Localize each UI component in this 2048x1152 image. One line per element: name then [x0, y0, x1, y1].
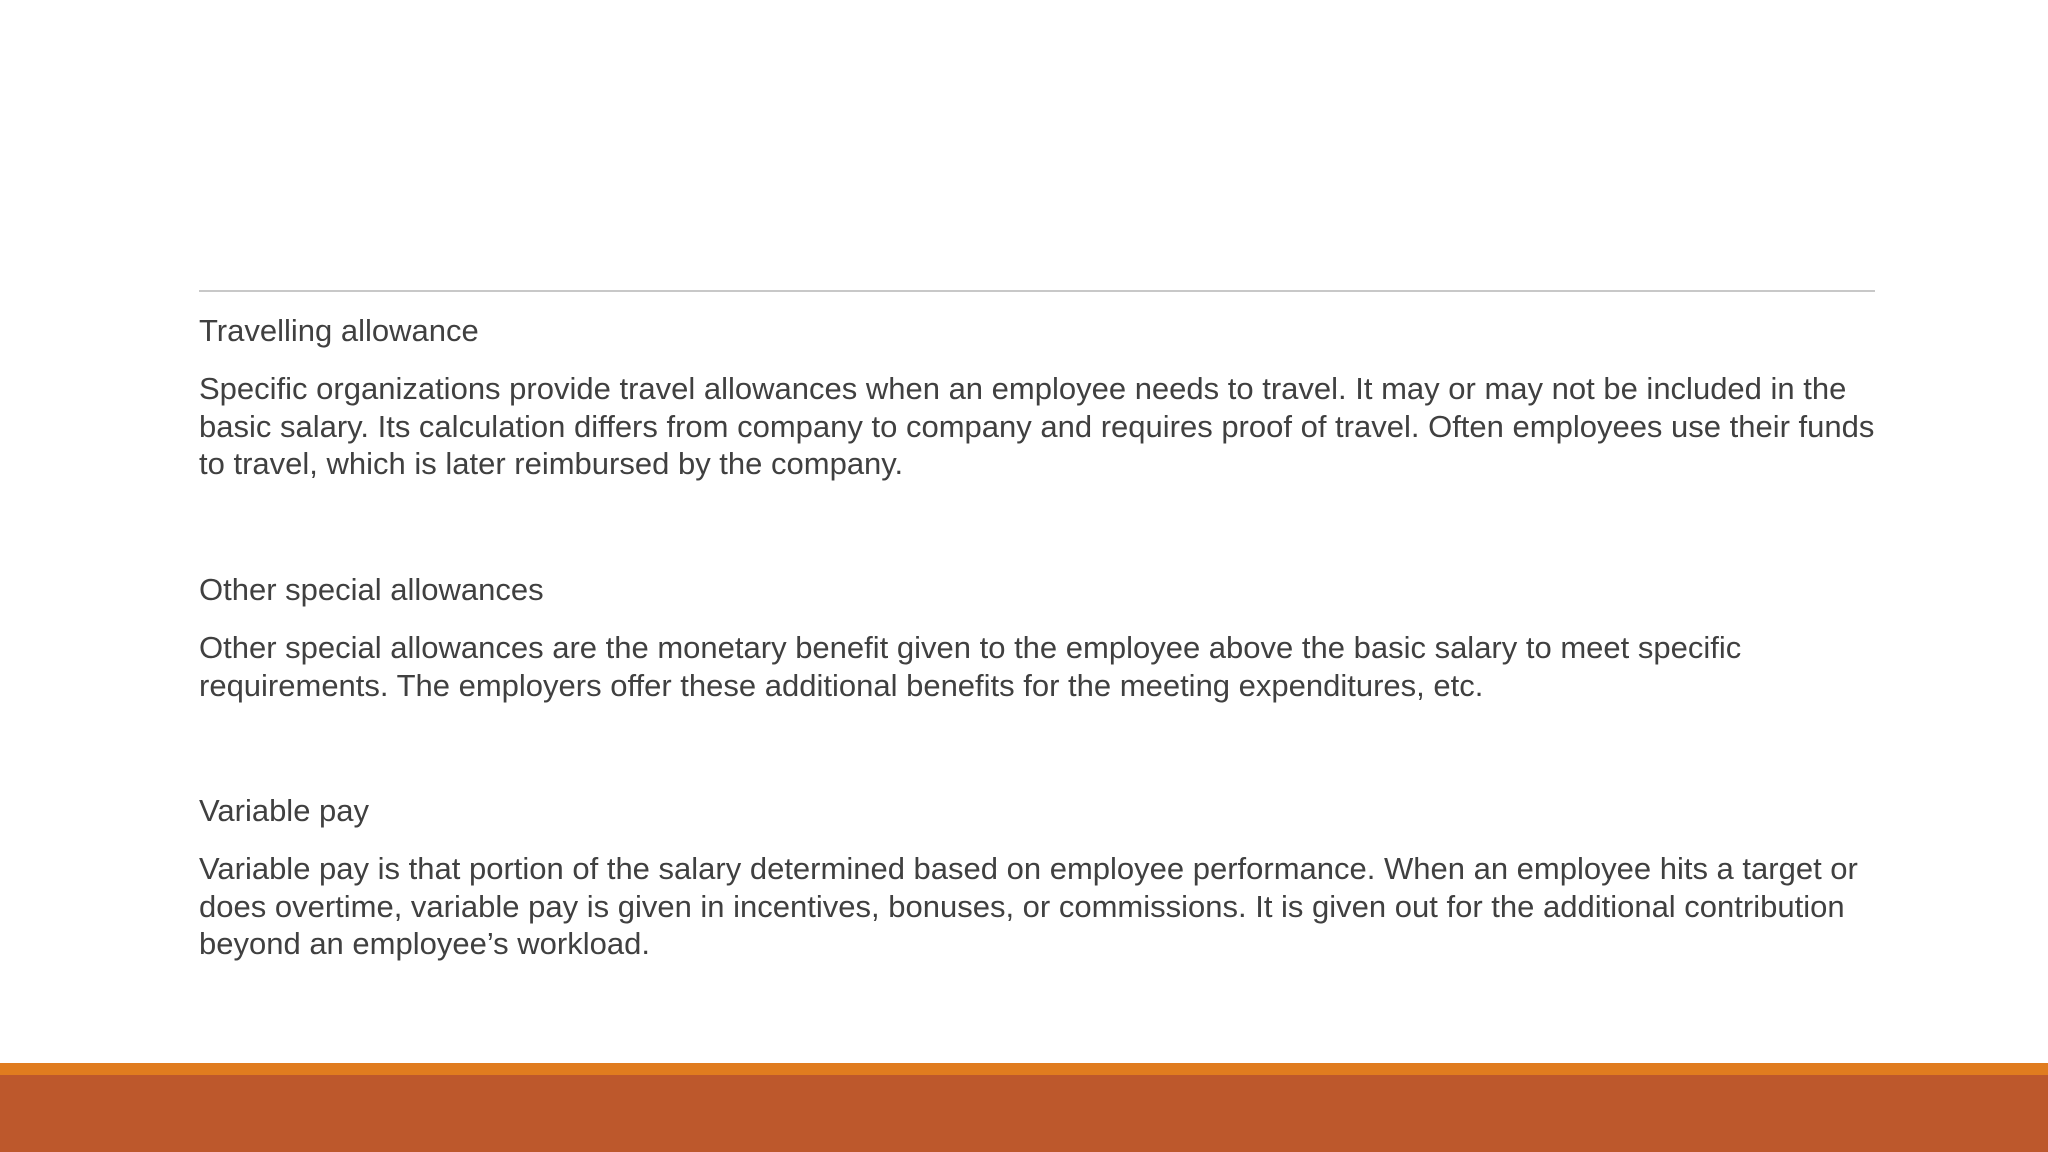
section-body: Variable pay is that portion of the salary determined based on employee performance. When an employee hits a target or does overtime, variable pay is given in incentives, bonuses, or commissions. It is given out for the additional contribution beyond an employee’s workload.: [199, 851, 1858, 961]
section-other-special-allowances: [199, 571, 1875, 704]
section-travelling-allowance: [199, 312, 1875, 483]
footer-accent-stripe: [0, 1063, 2048, 1075]
section-heading: Variable pay: [199, 793, 370, 828]
section-body: Specific organizations provide travel allowances when an employee needs to travel. It may or may not be included in the basic salary. Its calculation differs from company to company and requires proof of travel. Often employees use their funds to travel, which is later reimbursed by the company.: [199, 371, 1875, 481]
footer-band: [0, 1075, 2048, 1152]
section-heading: Other special allowances: [199, 572, 544, 607]
title-divider: [199, 290, 1875, 292]
section-body: Other special allowances are the monetary benefit given to the employee above the basic salary to meet specific requirements. The employers offer these additional benefits for the meeting expenditures, etc.: [199, 630, 1742, 703]
section-heading: Travelling allowance: [199, 313, 479, 348]
section-variable-pay: [199, 792, 1875, 963]
